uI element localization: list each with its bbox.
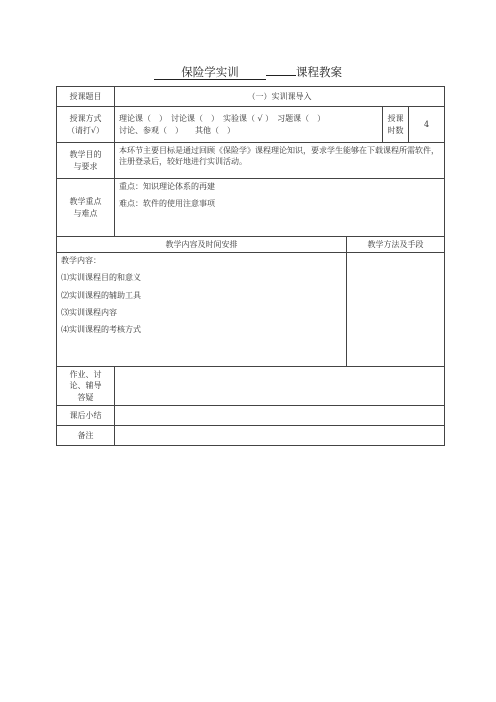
row-method [57, 107, 445, 143]
notes-value[interactable] [115, 425, 445, 445]
method-label-line1: 授课方式 [69, 114, 102, 124]
title-underline-gap [266, 75, 296, 76]
purpose-label-line1: 教学目的 [69, 150, 102, 160]
content-heading: 教学内容： [61, 256, 101, 266]
row-notes [57, 425, 445, 445]
method-options-line1: 理论课（ ） 讨论课（ ） 实验课（ √ ） 习题课（ ） [119, 114, 326, 124]
course-name: 保险学实训 [154, 65, 266, 80]
topic-label: 授课题目 [57, 87, 115, 107]
method-options[interactable] [115, 107, 383, 143]
keypoints-label-line2: 与难点 [73, 208, 98, 218]
schedule-content-header: 教学内容及时间安排 [57, 237, 347, 253]
row-schedule-header [57, 237, 445, 253]
purpose-label-line2: 与要求 [73, 161, 98, 171]
homework-label [57, 367, 115, 406]
homework-label-line3: 答疑 [77, 392, 94, 402]
lesson-plan-table [56, 86, 445, 446]
content-item: ⑴实训课程目的和意义 [61, 273, 141, 283]
page-title [0, 64, 496, 80]
title-suffix: 课程教案 [296, 65, 342, 79]
row-summary [57, 405, 445, 425]
row-purpose [57, 143, 445, 179]
hours-label-line1: 授课 [387, 114, 404, 124]
summary-value[interactable] [115, 405, 445, 425]
method-label-line2: （请打√） [66, 125, 105, 135]
summary-label: 课后小结 [57, 405, 115, 425]
keypoints-label-line1: 教学重点 [69, 197, 102, 207]
row-content [57, 253, 445, 367]
purpose-text[interactable]: 本环节主要目标是通过回顾《保险学》课程理论知识，要求学生能够在下载课程所需软件，注册登录后，较好地进行实训活动。 [115, 143, 445, 179]
methods-cell[interactable] [347, 253, 445, 367]
schedule-methods-header: 教学方法及手段 [347, 237, 445, 253]
keypoints-text[interactable] [115, 179, 445, 237]
content-item: ⑷实训课程的考核方式 [61, 324, 141, 334]
method-label [57, 107, 115, 143]
content-item: ⑶实训课程内容 [61, 307, 117, 317]
hours-label-line2: 时数 [387, 125, 404, 135]
homework-label-line1: 作业、讨 [69, 370, 102, 380]
row-homework [57, 367, 445, 406]
notes-label: 备注 [57, 425, 115, 445]
key-point: 重点：知识理论体系的再建 [119, 182, 215, 191]
topic-value[interactable]: （一）实训课导入 [115, 87, 445, 107]
content-item: ⑵实训课程的辅助工具 [61, 290, 141, 300]
content-cell[interactable] [57, 253, 347, 367]
homework-value[interactable] [115, 367, 445, 406]
row-topic [57, 87, 445, 107]
row-keypoints [57, 179, 445, 237]
hours-label [383, 107, 409, 143]
hours-value[interactable]: 4 [409, 107, 445, 143]
difficulty-point: 难点：软件的使用注意事项 [119, 199, 215, 209]
method-options-line2: 讨论、参观（ ） 其他（ ） [119, 125, 235, 135]
keypoints-label [57, 179, 115, 237]
purpose-label [57, 143, 115, 179]
homework-label-line2: 论、辅导 [69, 381, 102, 391]
